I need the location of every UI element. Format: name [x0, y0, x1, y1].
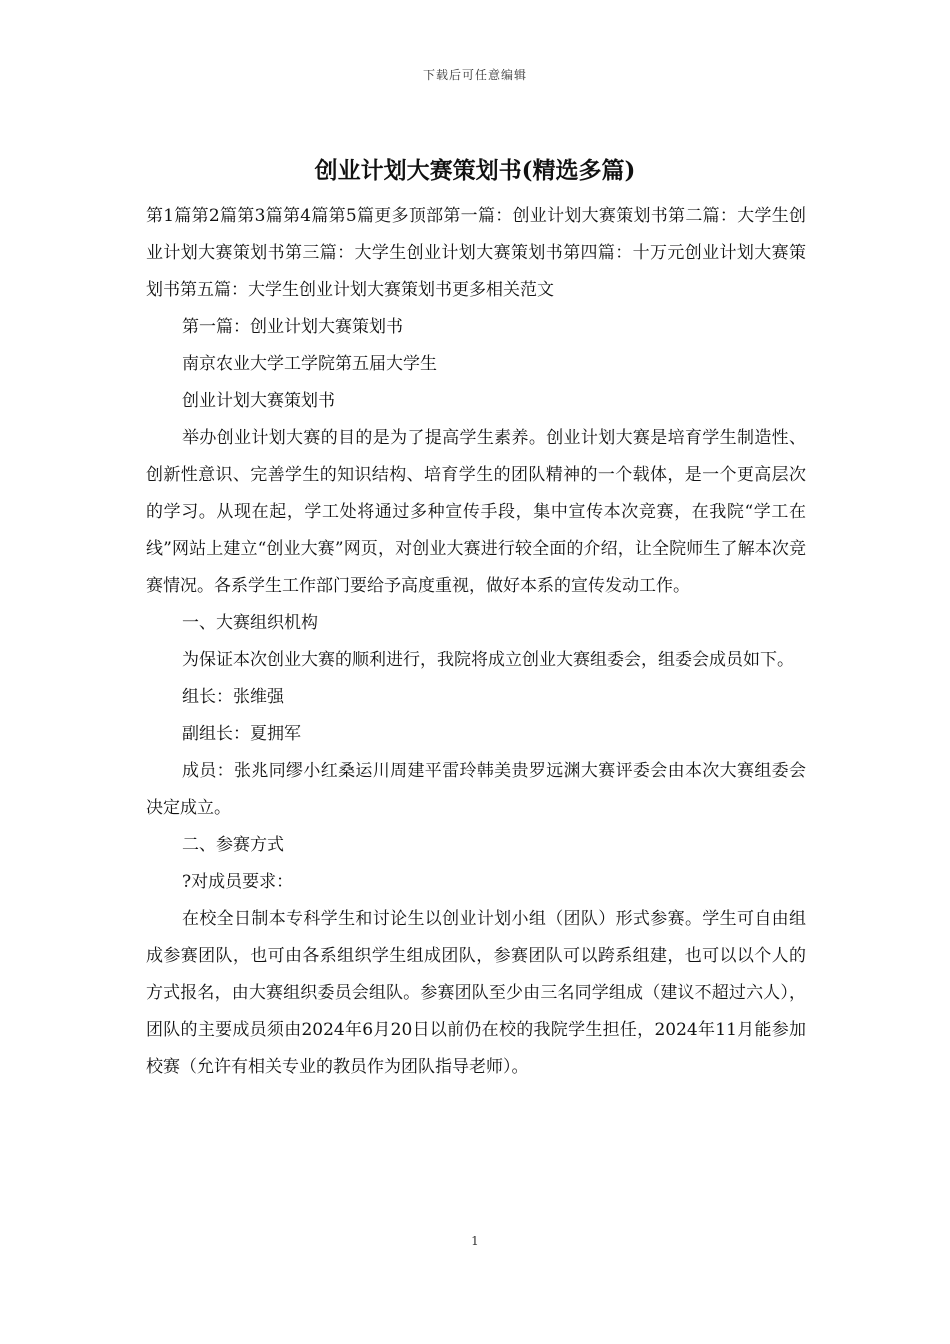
- paragraph-part-one-heading: 第一篇：创业计划大赛策划书: [182, 317, 403, 337]
- page-number: 1: [471, 1234, 479, 1248]
- document-title: 创业计划大赛策划书(精选多篇): [314, 157, 636, 184]
- paragraph-leader: 组长：张维强: [182, 687, 284, 707]
- section-heading-participation: 二、参赛方式: [182, 835, 284, 855]
- paragraph-team-rules: 在校全日制本专科学生和讨论生以创业计划小组（团队）形式参赛。学生可自由组成参赛团队，也可由各系组织学生组成团队，参赛团队可以跨系组建，也可以以个人的方式报名，由大赛组织委员会组队。参赛团队至少由三名同学组成（建议不超过六人），团队的主要成员须由2024年6月20日以前仍在校的我院学生担任，2024年11月能参加校赛（允许有相关专业的教员作为团队指导老师）。: [146, 909, 806, 1077]
- paragraph-contents-list: 第1篇第2篇第3篇第4篇第5篇更多顶部第一篇：创业计划大赛策划书第二篇：大学生创业计划大赛策划书第三篇：大学生创业计划大赛策划书第四篇：十万元创业计划大赛策划书第五篇：大学生创业计划大赛策划书更多相关范文: [146, 206, 806, 300]
- document-body: [146, 198, 806, 1086]
- page-header-note: 下载后可任意编辑: [422, 68, 527, 82]
- paragraph-institution: 南京农业大学工学院第五届大学生: [182, 354, 437, 374]
- paragraph-members: 成员：张兆同缪小红桑运川周建平雷玲韩美贵罗远渊大赛评委会由本次大赛组委会决定成立。: [146, 761, 806, 818]
- paragraph-deputy-leader: 副组长：夏拥军: [182, 724, 301, 744]
- paragraph-committee-intro: 为保证本次创业大赛的顺利进行，我院将成立创业大赛组委会，组委会成员如下。: [182, 650, 794, 670]
- paragraph-member-requirements: ?对成员要求：: [182, 872, 294, 892]
- section-heading-organization: 一、大赛组织机构: [182, 613, 318, 633]
- paragraph-purpose: 举办创业计划大赛的目的是为了提高学生素养。创业计划大赛是培育学生制造性、创新性意识、完善学生的知识结构、培育学生的团队精神的一个载体，是一个更高层次的学习。从现在起，学工处将通过多种宣传手段，集中宣传本次竞赛，在我院“学工在线”网站上建立“创业大赛”网页，对创业大赛进行较全面的介绍，让全院师生了解本次竞赛情况。各系学生工作部门要给予高度重视，做好本系的宣传发动工作。: [146, 428, 806, 596]
- paragraph-plan-title: 创业计划大赛策划书: [182, 391, 335, 411]
